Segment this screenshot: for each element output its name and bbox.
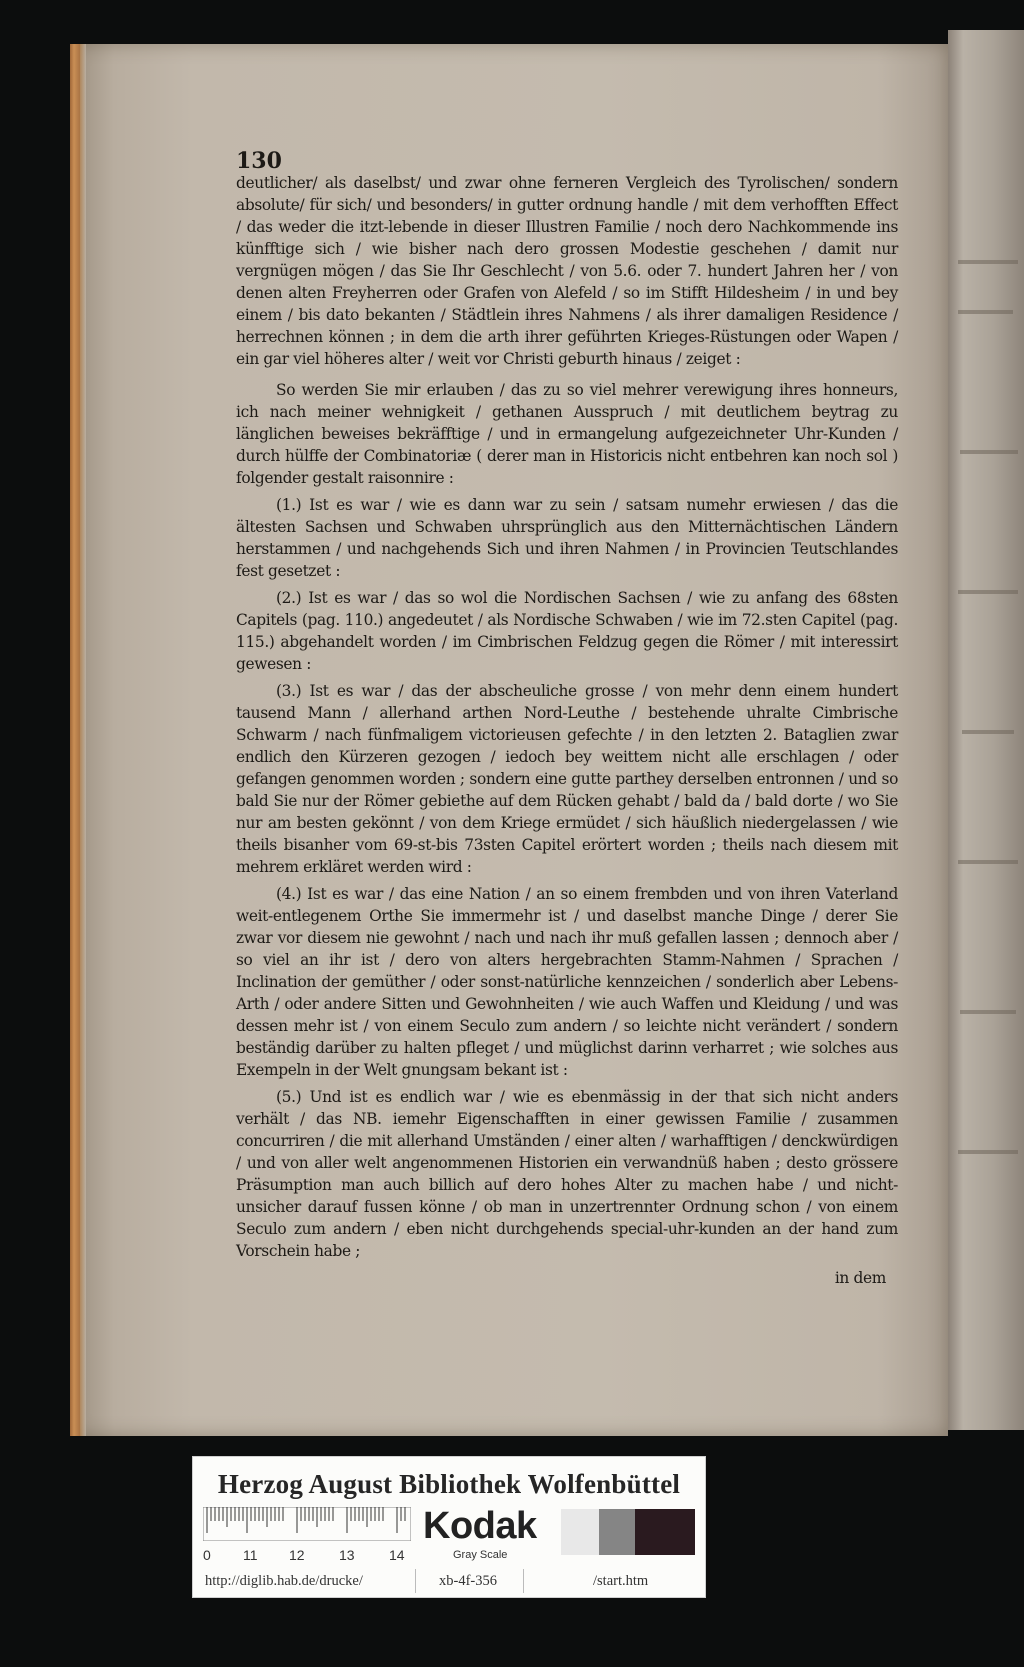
facing-page-text-trace: [958, 310, 1013, 314]
paragraph: (5.) Und ist es endlich war / wie es ebenmässig in der that sich nicht anders verhält / das NB. iemehr Eigenschafften in einer gewissen Familie / zusammen concurriren / die mit allerhand Umständen / einer alten / warhafftigen / denckwürdigen / und von aller welt angenommenen Historien ein verwandnüß haben ; desto grössere Präsumption man auch billich auf dero hohes Alter zu machen habe / und nicht-unsicher darauf fussen könne / ob man in unzertrennter Ordnung schon / von einem Seculo zum andern / eben nicht durchgehends special-uhr-kunden an der hand zum Vorschein habe ;: [236, 1088, 898, 1260]
paragraph: So werden Sie mir erlauben / das zu so viel mehrer verewigung ihres honneurs, ich nach meiner wehnigkeit / gethanen Ausspruch / mit deutlichem beytrag zu länglichen beweises bekräfftige / und in ermangelung aufgezeichneter Uhr-Kunden / durch hülffe der Combinatoriæ ( derer man in Historicis nicht entbehren kan noch sol ) folgender gestalt raisonnire :: [236, 381, 898, 487]
url-row: [193, 1569, 705, 1593]
facing-page-text-trace: [958, 260, 1018, 264]
facing-page: [948, 30, 1024, 1430]
paragraph: (2.) Ist es war / das so wol die Nordischen Sachsen / wie zu anfang des 68sten Capitels (pag. 110.) angedeutet / als Nordische Schwaben / wie im 72.sten Capitel (pag. 115.) abgehandelt worden / im Cimbrischen Feldzug gegen die Römer / mit interessirt gewesen :: [236, 589, 898, 673]
library-title: Herzog August Bibliothek Wolfenbüttel: [217, 1469, 681, 1499]
page-edge-shade: [80, 44, 86, 1436]
ruler-number: 11: [243, 1547, 258, 1563]
kodak-logo: Kodak: [423, 1505, 537, 1547]
url-mid: xb-4f-356: [439, 1573, 497, 1589]
facing-page-text-trace: [960, 1010, 1016, 1014]
ruler-number: 12: [289, 1547, 305, 1563]
gray-swatch-mid: [599, 1509, 635, 1555]
url-right: /start.htm: [593, 1573, 649, 1589]
page-number: 130: [236, 148, 282, 174]
facing-page-text-trace: [958, 590, 1018, 594]
gray-scale-label: Gray Scale: [453, 1549, 508, 1561]
gray-swatch-dark: [635, 1509, 695, 1555]
facing-page-text-trace: [958, 1150, 1018, 1154]
ruler-scale: [203, 1507, 411, 1541]
ruler-number: 14: [389, 1547, 405, 1563]
ruler-number: 0: [203, 1547, 211, 1563]
paragraph: (1.) Ist es war / wie es dann war zu sein / satsam numehr erwiesen / das die ältesten Sachsen und Schwaben uhrsprünglich aus den Mitternächtischen Ländern herstammen / und nachgehends Sich und ihren Nahmen / in Provincien Teutschlandes fest gesetzet :: [236, 496, 898, 580]
catchword: in dem: [834, 1269, 886, 1287]
page-text: [236, 150, 898, 1289]
ruler-number: 13: [339, 1547, 355, 1563]
gray-swatch-light: [561, 1509, 599, 1555]
paragraph: deutlicher/ als daselbst/ und zwar ohne ferneren Vergleich des Tyrolischen/ sondern absolute/ für sich/ und besonders/ in gutter ordnung handle / mit dem verhofften Effect / das weder die itzt-lebende in dieser Illustren Familie / noch dero Nachkommende ins künfftige sich / wie bisher nach dero grossen Modestie geschehen / damit nur vergnügen mögen / das Sie Ihr Geschlecht / von 5.6. oder 7. hundert Jahren her / von denen alten Freyherren oder Grafen von Alefeld / so im Stifft Hildesheim / in und bey einem / bis dato bekanten / Städtlein ihres Nahmens / als ihrer damaligen Residence / herrechnen können ; in dem die arth ihrer geführten Krieges-Rüstungen oder Wapen / ein gar viel höheres alter / weit vor Christi geburth hinaus / zeiget :: [236, 174, 898, 368]
facing-page-text-trace: [962, 730, 1014, 734]
paragraph: (4.) Ist es war / das eine Nation / an so einem frembden und von ihren Vaterland weit-entlegenem Orthe Sie immermehr ist / und daselbst manche Dinge / derer Sie zwar vor diesem nie gewohnt / nach und nach ihr muß gefallen lassen ; dennoch aber / so viel an ihr ist / dero von alters hergebrachten Stamm-Nahmen / Sprachen / Inclination der gemüther / oder sonst-natürliche kennzeichen / sonderlich aber Lebens-Arth / oder andere Sitten und Gewohnheiten / wie auch Waffen und Kleidung / und was dessen mehr ist / von einem Seculo zum andern / so leichte nicht verändert / sondern beständig darüber zu halten pfleget / und müglichst darinn verharret ; wie solches aus Exempeln in der Welt gnungsam bekant ist :: [236, 885, 898, 1079]
facing-page-text-trace: [960, 450, 1018, 454]
paragraph: (3.) Ist es war / das der abscheuliche grosse / von mehr denn einem hundert tausend Mann / allerhand arthen Nord-Leuthe / bestehende uhralte Cimbrische Schwarm / nach fünfmaligem victorieusen gefechte / in den letzten 2. Bataglien zwar endlich den Kürzeren gezogen / iedoch bey weittem nicht alle erschlagen / oder gefangen genommen worden ; sondern eine gutte parthey derselben entronnen / und so bald Sie nur der Römer gebiethe auf dem Rücken gehabt / bald da / bald dorte / wo Sie nur am besten gekönnt / von dem Kriege ermüdet / sich häußlich niedergelassen / wie theils bisanher vom 69-st-bis 73sten Capitel erörtert worden ; theils nach diesem mit mehrem erkläret werden wird :: [236, 682, 898, 876]
url-left: http://diglib.hab.de/drucke/: [205, 1573, 363, 1589]
page-edge: [70, 44, 80, 1436]
ruler-numbers: [199, 1547, 419, 1567]
library-label: [192, 1456, 706, 1598]
facing-page-text-trace: [958, 860, 1018, 864]
